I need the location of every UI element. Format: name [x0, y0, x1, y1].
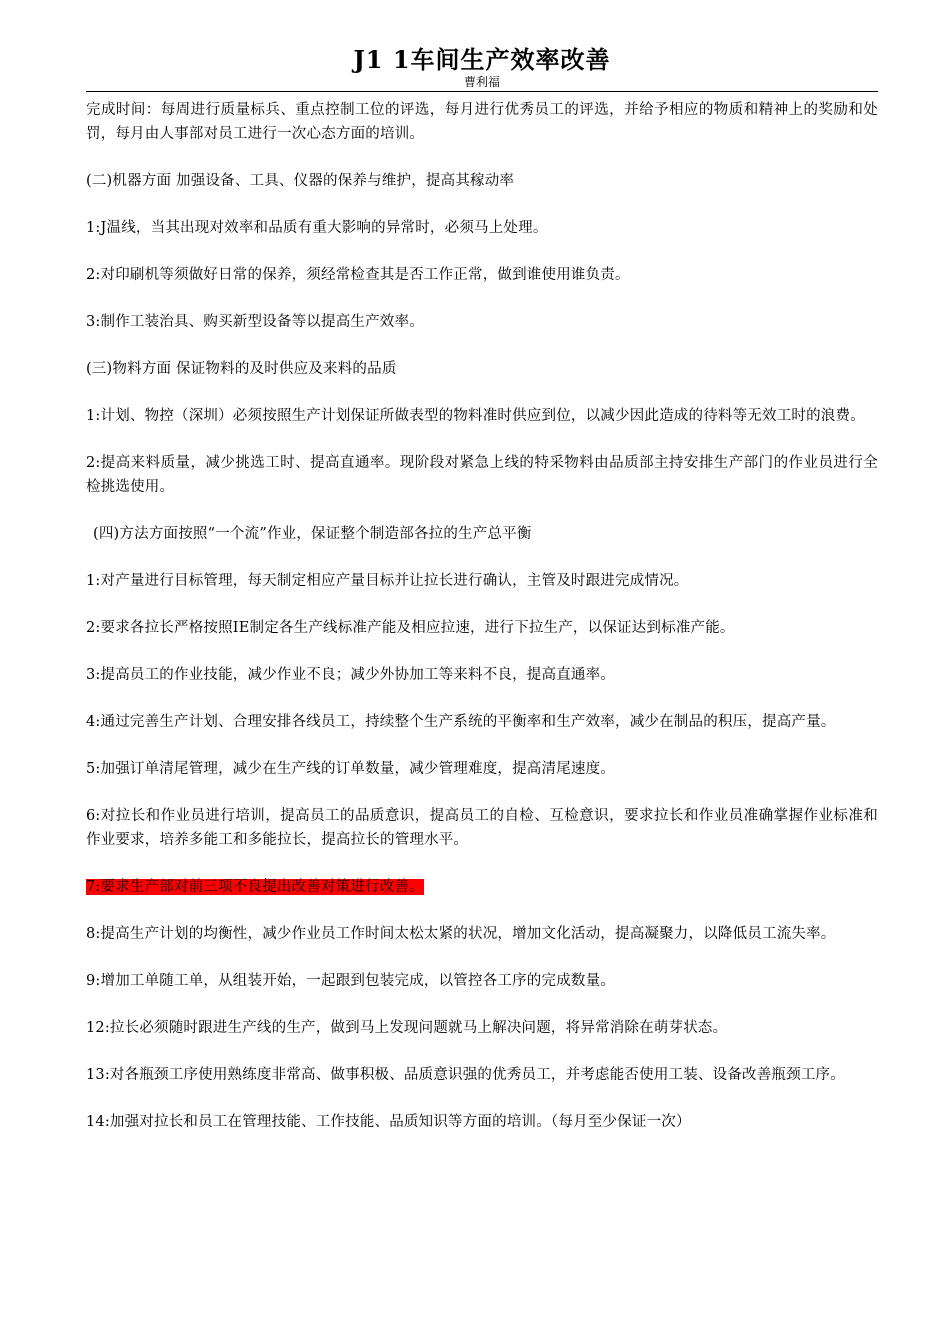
list-item: 9:增加工单随工单，从组装开始，一起跟到包装完成，以管控各工序的完成数量。	[86, 973, 616, 989]
highlighted-text: 7:要求生产部对前三项不良提出改善对策进行改善。	[86, 879, 424, 895]
document-title: J1 1车间生产效率改善	[353, 45, 611, 74]
list-item: 8:提高生产计划的均衡性，减少作业员工作时间太松太紧的状况，增加文化活动，提高凝聚力，以降低员工流失率。	[86, 926, 836, 942]
list-item: 3:提高员工的作业技能，减少作业不良；减少外协加工等来料不良，提高直通率。	[86, 667, 616, 683]
list-item: 2:要求各拉长严格按照IE制定各生产线标准产能及相应拉速，进行下拉生产，以保证达到标准产能。	[86, 620, 735, 636]
paragraph-completion-time: 完成时间：每周进行质量标兵、重点控制工位的评选，每月进行优秀员工的评选，并给予相应的物质和精神上的奖励和处罚，每月由人事部对员工进行一次心态方面的培训。	[86, 102, 878, 142]
list-item: 2:对印刷机等须做好日常的保养，须经常检查其是否工作正常，做到谁使用谁负责。	[86, 267, 630, 283]
document-body	[86, 98, 878, 1134]
list-item: 13:对各瓶颈工序使用熟练度非常高、做事积极、品质意识强的优秀员工，并考虑能否使用工装、设备改善瓶颈工序。	[86, 1067, 845, 1083]
list-item: 1:对产量进行目标管理，每天制定相应产量目标并让拉长进行确认，主管及时跟进完成情况。	[86, 573, 689, 589]
section-heading-machine: (二)机器方面 加强设备、工具、仪器的保养与维护，提高其稼动率	[86, 173, 515, 189]
list-item: 4:通过完善生产计划、合理安排各线员工，持续整个生产系统的平衡率和生产效率，减少在制品的积压，提高产量。	[86, 714, 836, 730]
list-item: 14:加强对拉长和员工在管理技能、工作技能、品质知识等方面的培训。（每月至少保证一次）	[86, 1114, 691, 1130]
list-item: 6:对拉长和作业员进行培训，提高员工的品质意识，提高员工的自检、互检意识，要求拉长和作业员准确掌握作业标准和作业要求，培养多能工和多能拉长，提高拉长的管理水平。	[86, 808, 878, 848]
list-item: 2:提高来料质量，减少挑选工时、提高直通率。现阶段对紧急上线的特采物料由品质部主持安排生产部门的作业员进行全检挑选使用。	[86, 455, 878, 495]
list-item: 5:加强订单清尾管理，减少在生产线的订单数量，减少管理难度，提高清尾速度。	[86, 761, 616, 777]
list-item: 12:拉长必须随时跟进生产线的生产，做到马上发现问题就马上解决问题，将异常消除在萌芽状态。	[86, 1020, 728, 1036]
section-heading-material: (三)物料方面 保证物料的及时供应及来料的品质	[86, 361, 397, 377]
document-page	[86, 0, 878, 1157]
list-item: 1:计划、物控（深圳）必须按照生产计划保证所做表型的物料准时供应到位，以减少因此造成的待料等无效工时的浪费。	[86, 408, 865, 424]
list-item: 1:J温线，当其出现对效率和品质有重大影响的异常时，必须马上处理。	[86, 220, 548, 236]
list-item: 3:制作工装治具、购买新型设备等以提高生产效率。	[86, 314, 424, 330]
document-author: 曹利福	[86, 75, 878, 92]
highlighted-list-item	[86, 875, 878, 899]
section-heading-method: (四)方法方面按照“一个流”作业，保证整个制造部各拉的生产总平衡	[93, 526, 532, 542]
